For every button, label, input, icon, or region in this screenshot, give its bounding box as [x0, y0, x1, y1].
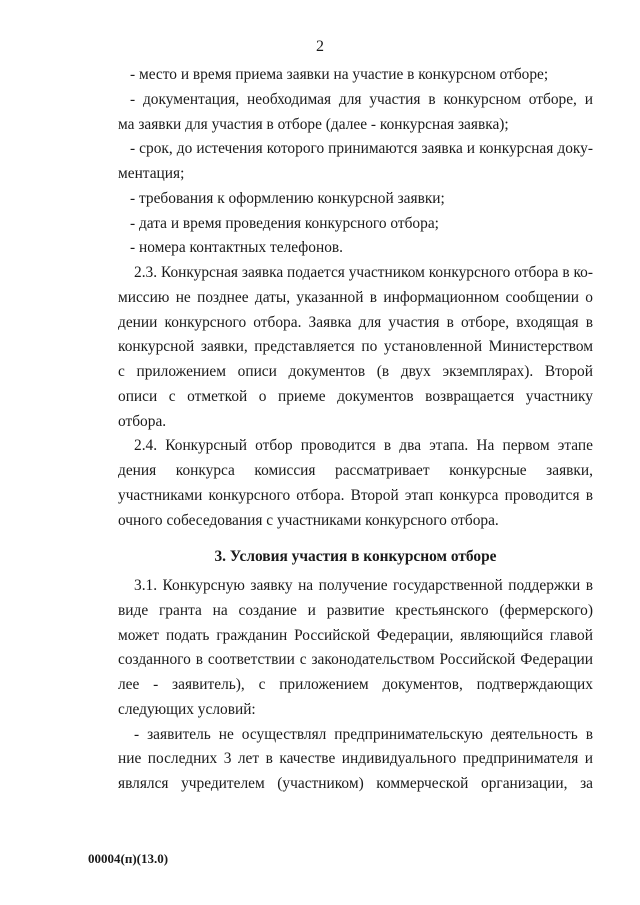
text-line: лее - заявитель), с приложением документов, подтверждающих [118, 676, 593, 693]
text-line: описи с отметкой о приеме документов возвращается участнику [118, 387, 593, 405]
text-line: дении конкурсного отбора. Заявка для участия в отборе, входящая в [118, 313, 593, 331]
document-code: 00004(п)(13.0) [88, 851, 169, 866]
paragraph-2-4-line: 2.4. Конкурсный отбор проводится в два этапа. На первом этапе [134, 437, 593, 455]
text-line: являлся учредителем (участником) коммерческой организации, за [118, 775, 593, 792]
text-line: участниками конкурсного отбора. Второй этап конкурса проводится в [118, 486, 593, 504]
list-item-phones: - номера контактных телефонов. [130, 239, 344, 257]
list-item-place-time: - место и время приема заявки на участие в конкурсном отборе; [130, 66, 549, 83]
text-line: ментация; [118, 165, 185, 182]
document-body [118, 63, 593, 797]
list-item-requirements: - требования к оформлению конкурсной заявки; [130, 189, 445, 207]
text-line: отбора. [118, 412, 167, 430]
paragraph-2-3-line: 2.3. Конкурсная заявка подается участником конкурсного отбора в ко- [134, 264, 593, 281]
text-line: ма заявки для участия в отборе (далее - конкурсная заявка); [118, 115, 509, 133]
text-line: дения конкурса комиссия рассматривает конкурсные заявки, [118, 462, 593, 479]
text-line: виде гранта на создание и развитие крестьянского (фермерского) [118, 601, 593, 619]
text-line: созданного в соответствии с законодательством Российской Федерации [118, 651, 593, 669]
list-item-deadline: - срок, до истечения которого принимаются заявка и конкурсная доку- [130, 140, 593, 158]
text-line: следующих условий: [118, 700, 256, 718]
list-item-documentation: - документация, необходимая для участия в конкурсном отборе, и [130, 90, 593, 108]
text-line: с приложением описи документов (в двух экземплярах). Второй [118, 363, 593, 380]
text-line: ние последних 3 лет в качестве индивидуального предпринимателя и [118, 750, 593, 768]
page-number: 2 [316, 38, 324, 55]
list-item-date-time: - дата и время проведения конкурсного отбора; [130, 214, 439, 232]
text-line: очного собеседования с участниками конкурсного отбора. [118, 511, 499, 529]
list-item-no-business: - заявитель не осуществлял предпринимательскую деятельность в [134, 725, 593, 743]
section-heading: 3. Условия участия в конкурсном отборе [214, 548, 497, 566]
text-line: конкурсной заявки, представляется по установленной Министерством [118, 338, 593, 356]
text-line: может подать гражданин Российской Федерации, являющийся главой [118, 626, 593, 644]
paragraph-3-1-line: 3.1. Конкурсную заявку на получение государственной поддержки в [134, 577, 593, 594]
text-line: миссию не позднее даты, указанной в информационном сообщении о [118, 288, 593, 306]
